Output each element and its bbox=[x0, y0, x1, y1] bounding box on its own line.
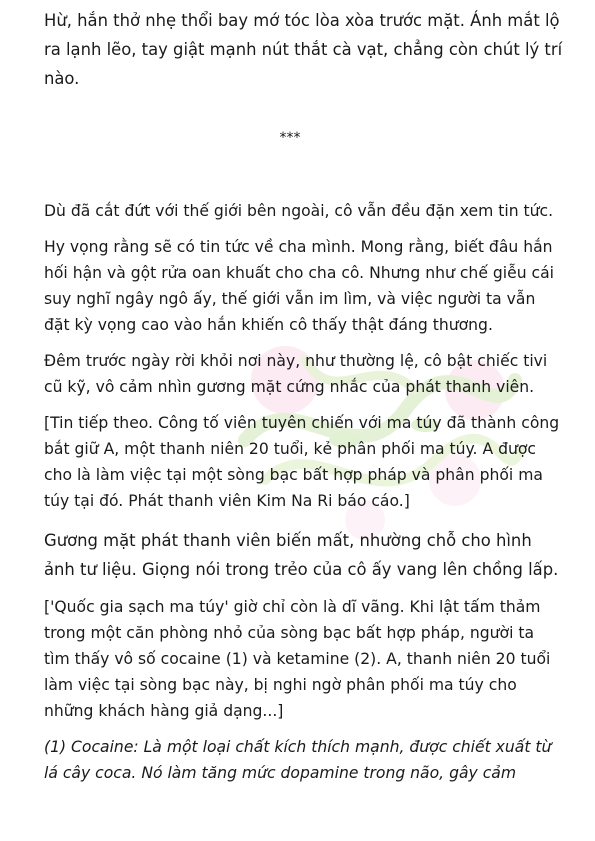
news-quote: ['Quốc gia sạch ma túy' giờ chỉ còn là dĩ vãng. Khi lật tấm thảm trong một căn phòng nhỏ của sòng bạc bất hợp pháp, người ta tìm thấy vô số cocaine (1) và ketamine (2). A, thanh niên 20 tuổi làm việc tại sòng bạc này, bị nghi ngờ phân phối ma túy cho những khách hàng giả dạng...] bbox=[44, 598, 551, 720]
paragraph: Đêm trước ngày rời khỏi nơi này, như thường lệ, cô bật chiếc tivi cũ kỹ, vô cảm nhìn gương mặt cứng nhắc của phát thanh viên. bbox=[44, 352, 548, 396]
paragraph: Dù đã cắt đứt với thế giới bên ngoài, cô vẫn đều đặn xem tin tức. bbox=[44, 202, 554, 220]
paragraph: Hừ, hắn thở nhẹ thổi bay mớ tóc lòa xòa trước mặt. Ánh mắt lộ ra lạnh lẽo, tay giật mạnh nút thắt cà vạt, chẳng còn chút lý trí nào. bbox=[44, 11, 563, 88]
paragraph: Gương mặt phát thanh viên biến mất, nhường chỗ cho hình ảnh tư liệu. Giọng nói trong trẻo của cô ấy vang lên chồng lấp. bbox=[44, 531, 559, 579]
news-quote: [Tin tiếp theo. Công tố viên tuyên chiến với ma túy đã thành công bắt giữ A, một thanh niên 20 tuổi, kẻ phân phối ma túy. A được cho là làm việc tại một sòng bạc bất hợp pháp và phân phối ma túy tại đó. Phát thanh viên Kim Na Ri báo cáo.] bbox=[44, 414, 560, 510]
paragraph: Hy vọng rằng sẽ có tin tức về cha mình. Mong rằng, biết đâu hắn hối hận và gột rửa oan khuất cho cha cô. Nhưng như chế giễu cái suy nghĩ ngây ngô ấy, thế giới vẫn im lìm, và việc người ta vẫn đặt kỳ vọng cao vào hắn khiến cô thấy thật đáng thương. bbox=[44, 238, 554, 334]
scene-separator: *** bbox=[279, 130, 301, 146]
footnote: (1) Cocaine: Là một loại chất kích thích mạnh, được chiết xuất từ lá cây coca. Nó làm tăng mức dopamine trong não, gây cảm bbox=[44, 738, 552, 782]
document-page bbox=[44, 6, 564, 786]
